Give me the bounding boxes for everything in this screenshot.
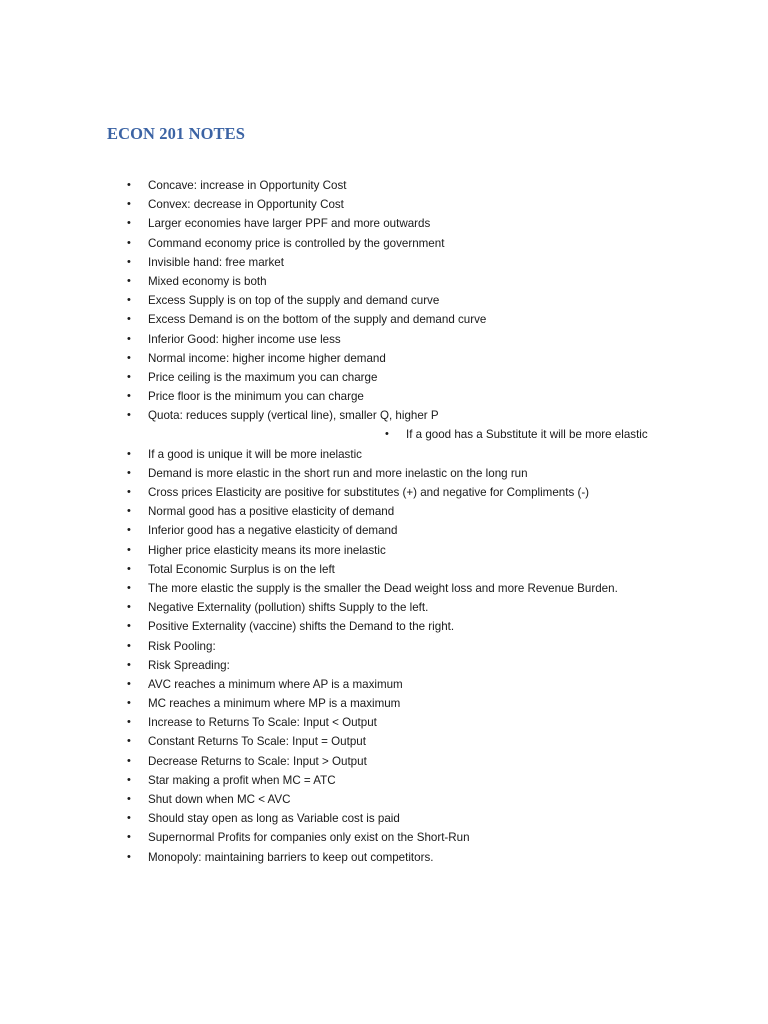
list-item	[0, 694, 768, 713]
list-item	[0, 790, 768, 809]
bullet-icon: •	[127, 466, 131, 479]
list-item-text: Negative Externality (pollution) shifts Supply to the left.	[148, 601, 429, 615]
list-item-text: Quota: reduces supply (vertical line), smaller Q, higher P	[148, 409, 439, 423]
list-item	[0, 234, 768, 253]
bullet-icon: •	[127, 370, 131, 383]
bullet-icon: •	[127, 754, 131, 767]
list-item-text: Higher price elasticity means its more inelastic	[148, 543, 386, 557]
list-item-text: Monopoly: maintaining barriers to keep out competitors.	[148, 850, 434, 864]
list-item	[0, 713, 768, 732]
bullet-icon: •	[127, 313, 131, 326]
list-item-text: Larger economies have larger PPF and more outwards	[148, 217, 431, 231]
list-item	[0, 310, 768, 329]
list-item	[0, 195, 768, 214]
list-item	[0, 656, 768, 675]
list-item-text: Demand is more elastic in the short run and more inelastic on the long run	[148, 466, 528, 480]
bullet-icon: •	[127, 543, 131, 556]
bullet-icon: •	[385, 428, 389, 441]
list-item	[0, 406, 768, 425]
bullet-icon: •	[127, 236, 131, 249]
list-item-text: Command economy price is controlled by the government	[148, 236, 445, 250]
list-item	[0, 330, 768, 349]
bullet-icon: •	[127, 658, 131, 671]
bullet-icon: •	[127, 601, 131, 614]
bullet-icon: •	[127, 447, 131, 460]
list-item-text: Excess Demand is on the bottom of the supply and demand curve	[148, 313, 487, 327]
list-item-text: Positive Externality (vaccine) shifts the Demand to the right.	[148, 620, 455, 634]
list-item	[0, 214, 768, 233]
bullet-icon: •	[127, 255, 131, 268]
list-item	[0, 253, 768, 272]
list-item-text: The more elastic the supply is the smaller the Dead weight loss and more Revenue Burden.	[148, 581, 618, 595]
list-item	[0, 445, 768, 464]
bullet-icon: •	[127, 850, 131, 863]
list-item-text: Should stay open as long as Variable cost is paid	[148, 812, 400, 826]
list-item	[0, 425, 768, 444]
list-item-text: If a good is unique it will be more inelastic	[148, 447, 362, 461]
bullet-icon: •	[127, 351, 131, 364]
bullet-icon: •	[127, 812, 131, 825]
list-item	[0, 464, 768, 483]
list-item	[0, 272, 768, 291]
list-item-text: Shut down when MC < AVC	[148, 793, 291, 806]
bullet-icon: •	[127, 581, 131, 594]
bullet-icon: •	[127, 620, 131, 633]
list-item-text: Mixed economy is both	[148, 274, 267, 288]
list-item-text: Convex: decrease in Opportunity Cost	[148, 198, 344, 212]
list-item-text: Increase to Returns To Scale: Input < Output	[148, 716, 377, 730]
list-item	[0, 483, 768, 502]
page-title: ECON 201 NOTES	[107, 124, 246, 143]
bullet-icon: •	[127, 505, 131, 518]
list-item-text: Supernormal Profits for companies only exist on the Short-Run	[148, 831, 470, 845]
list-item	[0, 368, 768, 387]
list-item	[0, 828, 768, 847]
list-item-text: MC reaches a minimum where MP is a maximum	[148, 697, 401, 711]
list-item-text: Price floor is the minimum you can charge	[148, 390, 364, 404]
list-item	[0, 502, 768, 521]
list-item-text: Inferior good has a negative elasticity of demand	[148, 524, 398, 538]
bullet-icon: •	[127, 697, 131, 710]
list-item-text: Risk Pooling:	[148, 639, 216, 653]
list-item-text: Excess Supply is on top of the supply and demand curve	[148, 294, 440, 308]
list-item-text: Normal good has a positive elasticity of demand	[148, 505, 395, 519]
list-item-text: Concave: increase in Opportunity Cost	[148, 179, 347, 192]
bullet-icon: •	[127, 390, 131, 403]
list-item-text: If a good has a Substitute it will be more elastic	[406, 428, 648, 442]
list-item	[0, 732, 768, 751]
list-item-text: Price ceiling is the maximum you can charge	[148, 370, 378, 384]
list-item	[0, 848, 768, 867]
bullet-icon: •	[127, 793, 131, 805]
list-item	[0, 752, 768, 771]
list-item	[0, 387, 768, 406]
list-item-text: Invisible hand: free market	[148, 255, 284, 269]
list-item-text: Constant Returns To Scale: Input = Output	[148, 735, 366, 749]
list-item	[0, 617, 768, 636]
list-item-text: Normal income: higher income higher demand	[148, 351, 386, 365]
bullet-icon: •	[127, 562, 131, 575]
list-item-text: Decrease Returns to Scale: Input > Output	[148, 754, 367, 768]
list-item	[0, 598, 768, 617]
bullet-icon: •	[127, 831, 131, 844]
list-item	[0, 771, 768, 790]
list-item-text: Inferior Good: higher income use less	[148, 332, 341, 346]
bullet-icon: •	[127, 217, 131, 230]
list-item	[0, 560, 768, 579]
bullet-icon: •	[127, 524, 131, 537]
bullet-icon: •	[127, 274, 131, 287]
list-item-text: Total Economic Surplus is on the left	[148, 562, 335, 576]
bullet-icon: •	[127, 332, 131, 345]
bullet-icon: •	[127, 486, 131, 498]
bullet-icon: •	[127, 179, 131, 191]
list-item-text: AVC reaches a minimum where AP is a maximum	[148, 677, 403, 691]
bullet-icon: •	[127, 409, 131, 422]
bullet-icon: •	[127, 639, 131, 652]
notes-list	[0, 176, 768, 867]
list-item	[0, 291, 768, 310]
list-item	[0, 521, 768, 540]
list-item	[0, 637, 768, 656]
bullet-icon: •	[127, 716, 131, 729]
list-item-text: Risk Spreading:	[148, 658, 230, 672]
list-item	[0, 675, 768, 694]
list-item	[0, 579, 768, 598]
list-item	[0, 176, 768, 195]
list-item-text: Cross prices Elasticity are positive for substitutes (+) and negative for Compliments (-)	[148, 486, 590, 499]
list-item	[0, 541, 768, 560]
bullet-icon: •	[127, 735, 131, 748]
bullet-icon: •	[127, 294, 131, 307]
list-item	[0, 809, 768, 828]
bullet-icon: •	[127, 198, 131, 211]
list-item	[0, 349, 768, 368]
bullet-icon: •	[127, 773, 131, 786]
bullet-icon: •	[127, 677, 131, 690]
list-item-text: Star making a profit when MC = ATC	[148, 773, 336, 787]
